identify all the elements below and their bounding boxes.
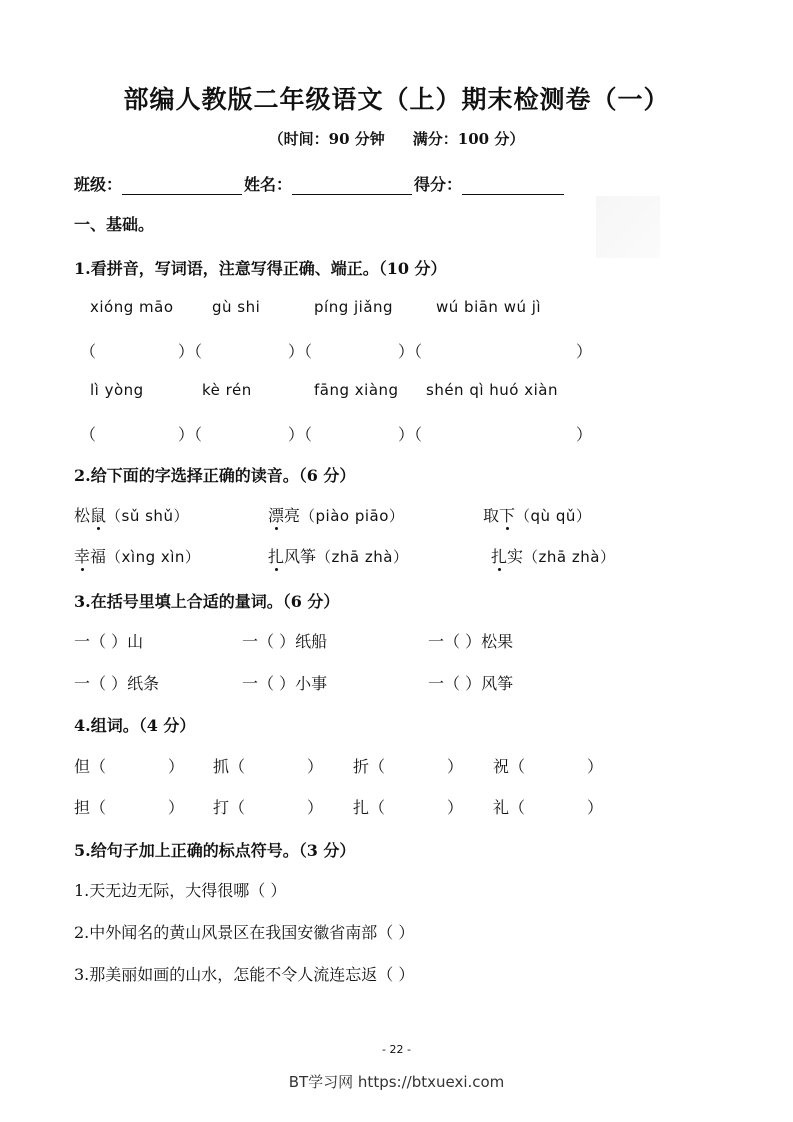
- q4-item-7[interactable]: 扎（ ）: [353, 798, 464, 817]
- pinyin-6: kè rén: [202, 381, 252, 399]
- q5-heading: 5.给句子加上正确的标点符号。（3 分）: [74, 841, 356, 860]
- pinyin-7: fāng xiàng: [314, 381, 399, 399]
- q4-char: 但: [74, 757, 91, 776]
- q4-char: 担: [74, 798, 91, 817]
- answer-parens-7-close: ）（: [398, 425, 423, 444]
- q2-char: 风筝: [284, 547, 317, 566]
- q4-char: 扎: [353, 798, 370, 817]
- q1-heading: 1.看拼音，写词语，注意写得正确、端正。（10 分）: [74, 259, 447, 278]
- watermark-text[interactable]: BT学习网 https://btxuexi.com: [288, 1073, 505, 1091]
- q2-item-4[interactable]: [74, 544, 200, 567]
- answer-parens-6-close: ）（: [288, 425, 313, 444]
- q4-char: 打: [213, 798, 230, 817]
- q3-item-4[interactable]: 一（ ）纸条: [74, 674, 160, 693]
- page-number: - 22 -: [382, 1043, 411, 1056]
- q4-char: 抓: [213, 757, 230, 776]
- pinyin-4: wú biān wú jì: [436, 298, 542, 316]
- score-blank[interactable]: [462, 176, 564, 195]
- exam-meta: [0, 128, 793, 149]
- q2-item-5[interactable]: [268, 544, 408, 567]
- page-title: 部编人教版二年级语文（上）期末检测卷（一）: [123, 85, 670, 114]
- pinyin-3: píng jiǎng: [314, 298, 394, 316]
- q5-item-1[interactable]: 1.天无边无际，大得很哪（ ）: [74, 881, 287, 900]
- q4-item-2[interactable]: 抓（ ）: [213, 757, 324, 776]
- q4-item-1[interactable]: 但（ ）: [74, 757, 185, 776]
- q2-options: （zhā zhà）: [523, 548, 616, 566]
- q2-item-6[interactable]: [491, 544, 615, 567]
- name-blank[interactable]: [292, 176, 412, 195]
- answer-parens-5[interactable]: （: [80, 425, 97, 444]
- q2-char: 取: [483, 506, 500, 525]
- answer-parens-2-close: ）（: [288, 342, 313, 361]
- q2-item-3[interactable]: [483, 503, 591, 526]
- pinyin-5: lì yòng: [90, 381, 144, 399]
- q4-item-4[interactable]: 祝（ ）: [493, 757, 604, 776]
- q3-item-1[interactable]: 一（ ）山: [74, 632, 144, 651]
- q2-options: （xìng xìn）: [106, 548, 201, 566]
- q2-char: 松: [74, 506, 91, 525]
- student-info: [74, 172, 566, 195]
- q4-heading: 4.组词。（4 分）: [74, 716, 196, 735]
- q2-options: （zhā zhà）: [316, 548, 409, 566]
- q2-char-dotted: 扎: [491, 547, 508, 566]
- q4-char: 礼: [493, 798, 510, 817]
- answer-parens-5-close: ）（: [178, 425, 203, 444]
- q3-item-5[interactable]: 一（ ）小事: [242, 674, 328, 693]
- q3-item-3[interactable]: 一（ ）松果: [428, 632, 514, 651]
- scan-shadow: [596, 196, 660, 258]
- answer-parens-1[interactable]: （: [80, 342, 97, 361]
- q4-item-5[interactable]: 担（ ）: [74, 798, 185, 817]
- q5-item-2[interactable]: 2.中外闻名的黄山风景区在我国安徽省南部（ ）: [74, 923, 415, 942]
- answer-parens-1-close: ）（: [178, 342, 203, 361]
- class-blank[interactable]: [122, 176, 242, 195]
- answer-parens-4-close: ）: [576, 342, 593, 361]
- q4-char: 祝: [493, 757, 510, 776]
- q3-item-2[interactable]: 一（ ）纸船: [242, 632, 328, 651]
- name-label: 姓名：: [244, 175, 293, 194]
- q4-item-8[interactable]: 礼（ ）: [493, 798, 604, 817]
- q2-item-1[interactable]: [74, 503, 189, 526]
- q2-options: （sǔ shǔ）: [106, 507, 189, 525]
- score-label: 得分：: [414, 175, 463, 194]
- q2-char-dotted: 鼠: [90, 506, 107, 525]
- pinyin-8: shén qì huó xiàn: [426, 381, 558, 399]
- section-1-heading: 一、基础。: [74, 215, 155, 234]
- q3-item-6[interactable]: 一（ ）风筝: [428, 674, 514, 693]
- q4-char: 折: [353, 757, 370, 776]
- exam-time: （时间：90 分钟: [268, 130, 385, 148]
- q5-item-3[interactable]: 3.那美丽如画的山水，怎能不令人流连忘返（ ）: [74, 965, 415, 984]
- q2-char: 福: [90, 547, 107, 566]
- q2-options: （piào piāo）: [300, 507, 405, 525]
- exam-full-score: 满分：100 分）: [412, 130, 525, 148]
- q2-char-dotted: 扎: [268, 547, 285, 566]
- q2-char: 亮: [284, 506, 301, 525]
- q4-item-3[interactable]: 折（ ）: [353, 757, 464, 776]
- class-label: 班级：: [74, 175, 123, 194]
- q2-heading: 2.给下面的字选择正确的读音。（6 分）: [74, 466, 356, 485]
- q2-options: （qù qǔ）: [515, 507, 592, 525]
- q2-char-dotted: 下: [499, 506, 516, 525]
- pinyin-1: xióng māo: [90, 298, 174, 316]
- pinyin-2: gù shi: [212, 298, 261, 316]
- q2-char: 实: [507, 547, 524, 566]
- q4-item-6[interactable]: 打（ ）: [213, 798, 324, 817]
- q2-char-dotted: 幸: [74, 547, 91, 566]
- answer-parens-8-close: ）: [576, 425, 593, 444]
- answer-parens-3-close: ）（: [398, 342, 423, 361]
- q2-item-2[interactable]: [268, 503, 404, 526]
- q2-char-dotted: 漂: [268, 506, 285, 525]
- q3-heading: 3.在括号里填上合适的量词。（6 分）: [74, 592, 340, 611]
